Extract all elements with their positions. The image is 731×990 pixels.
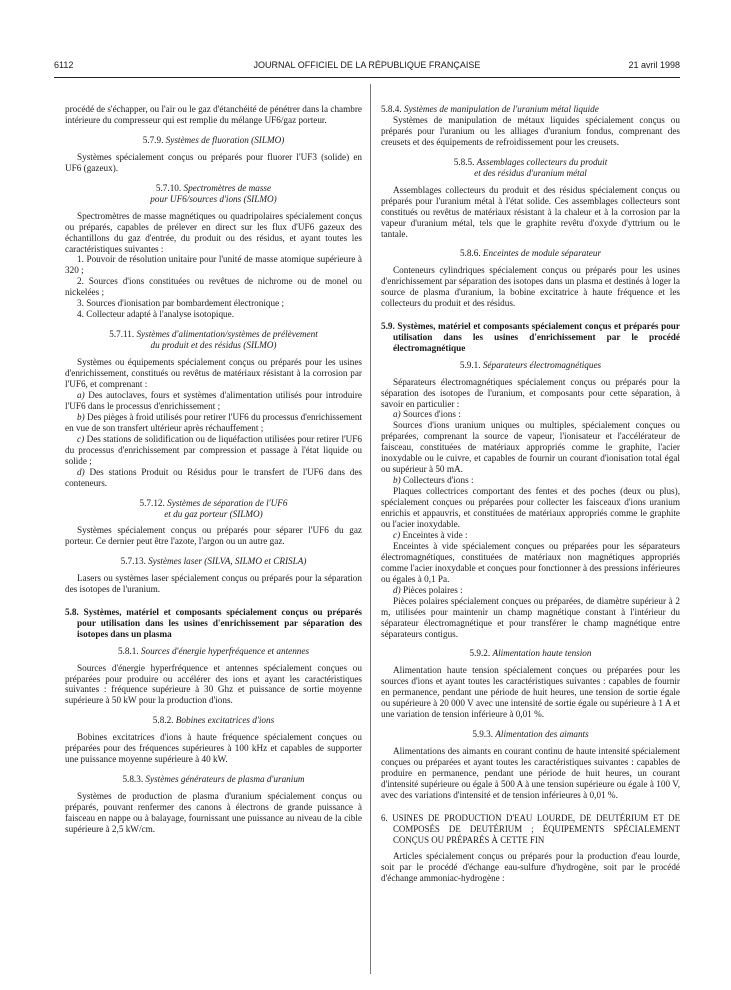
section-number: 5.8.2. [152,715,174,726]
section-paragraph: Spectromètres de masse magnétiques ou quadripolaires spécialement conçus ou préparés, capables de prélever en direct sur les flux d'UF6 gazeux des échantillons du gaz d'entrée, du produit ou des résidus, et ayant toutes les caractéristiques suivantes : [65,210,362,254]
item-letter: c) [77,433,85,444]
section-heading-5-7-12 [65,498,362,520]
section-number: 5.7.13. [120,556,146,567]
section-paragraph: Alimentation haute tension spécialement conçues ou préparées pour les sources d'ions et ayant toutes les caractéristiques suivantes : capables de fournir en permanence, pendant une période de huit heures, une tension de sortie égale ou supérieure à 20 000 V avec une intensité de sortie égale ou supérieure à 1 A et une variation de tension inférieure à 0,01 %. [381,665,680,720]
section-paragraph: Conteneurs cylindriques spécialement conçus ou préparés pour les usines d'enrichissement par séparation des isotopes dans un plasma et destinés à loger la source de plasma d'uranium, la bobine excitatrice à haute fréquence et les collecteurs du produit et des résidus. [381,265,680,309]
section-title-line2: et des résidus d'uranium métal [474,167,587,178]
section-heading-5-8: 5.8. Systèmes, matériel et composants spécialement conçus ou préparés pour utilisation dans les usines d'enrichissement par séparation des isotopes dans un plasma [65,607,362,639]
section-heading-5-8-3 [65,774,362,785]
section-heading-5-9-3 [381,729,680,740]
section-paragraph: Articles spécialement conçus ou préparés pour la production d'eau lourde, soit par le procédé d'échange eau-sulfure d'hydrogène, soit par le procédé d'échange ammoniac-hydrogène : [381,851,680,884]
section-heading-5-8-4 [381,104,680,115]
item-letter: c) [393,529,401,540]
section-heading-5-8-2 [65,715,362,726]
list-item-text: Sources d'ions uranium uniques ou multiples, spécialement conçues ou préparées, comprenant la source de vapeur, l'ionisateur et l'accélérateur de faisceau, constituées de matériaux appropriés comme le graphite, l'acier inoxydable ou le cuivre, et capables de fournir un courant d'ionisation total égal ou supérieur à 50 mA. [381,420,680,475]
section-title: Systèmes de séparation de l'UF6 [167,497,288,508]
item-label: Pièces polaires : [402,584,463,595]
section-paragraph: Alimentations des aimants en courant continu de haute intensité spécialement conçues ou préparées et ayant toutes les caractéristiques suivantes : capables de produire en permanence, pendant une période de huit heures, un courant d'intensité supérieure ou égale à 500 A à une tension supérieure ou égale à 100 V, avec des variations d'intensité et de tension inférieures à 0,01 %. [381,746,680,800]
list-item: 4. Collecteur adapté à l'analyse isotopique. [77,309,235,320]
list-item-label [381,530,680,541]
item-letter: b) [77,411,85,422]
section-paragraph: Bobines excitatrices d'ions à haute fréquence spécialement conçues ou préparées pour des fréquences supérieures à 100 kHz et capables de supporter une puissance moyenne supérieure à 40 kW. [65,732,362,765]
list-item-text: Pièces polaires spécialement conçues ou préparées, de diamètre supérieur à 2 m, utilisées pour maintenir un champ magnétique constant à l'intérieur du séparateur électromagnétique et pour transférer le champ magnétique entre séparateurs contigus. [381,595,680,639]
item-text: Des autoclaves, fours et systèmes d'alimentation utilisés pour introduire l'UF6 dans le processus d'enrichissement ; [65,389,362,411]
list-item [65,467,362,489]
section-title: Enceintes de module séparateur [482,248,602,259]
intro-paragraph: procédé de s'échapper, ou l'air ou le gaz d'étanchéité de pénétrer dans la chambre intérieure du compresseur qui est remplie du mélange UF6/gaz porteur. [65,104,362,125]
section-title: Assemblages collecteurs du produit [476,156,608,167]
journal-title: JOURNAL OFFICIEL DE LA RÉPUBLIQUE FRANÇAISE [253,60,481,70]
section-number: 5.7.9. [142,134,164,145]
section-heading-5-8-6 [381,248,680,259]
section-title-line2: du produit et des résidus (SILMO) [150,340,277,351]
section-title: Bobines excitatrices d'ions [175,715,275,726]
section-heading-5-7-9 [65,135,362,146]
list-item: 1. Pouvoir de résolution unitaire pour l'unité de masse atomique supérieure à 320 ; [65,254,362,276]
page-header [54,60,680,74]
item-label: Enceintes à vide : [402,529,468,540]
list-item-text: Enceintes à vide spécialement conçues ou préparées pour les séparateurs électromagnétiques, constituées de matériaux non magnétiques appropriés comme l'acier inoxydable et conçues pour fonctionner à des pressions inférieures ou égales à 0,1 Pa. [381,540,680,584]
section-paragraph: Séparateurs électromagnétiques spécialement conçus ou préparés pour la séparation des isotopes de l'uranium, et composants pour cette séparation, à savoir en particulier : [381,376,680,409]
list-item-label [381,475,680,486]
header-rule [54,77,680,78]
section-title-line2: pour UF6/sources d'ions (SILMO) [150,193,277,204]
item-letter: a) [77,389,85,400]
section-number: 5.7.10. [155,182,182,193]
section-number: 5.8.3. [122,774,144,785]
column-divider [370,84,371,974]
item-text: Des stations Produit ou Résidus pour le transfert de l'UF6 dans des conteneurs. [65,466,363,488]
list-item [65,434,362,467]
section-title: Systèmes de fluoration (SILMO) [165,134,285,145]
section-number: 5.7.11. [109,329,135,340]
section-number: 5.9.2. [469,648,491,659]
list-item-label [381,585,680,596]
section-paragraph: Systèmes spécialement conçus ou préparés pour séparer l'UF6 du gaz porteur. Ce dernier peut être l'azote, l'argon ou un autre gaz. [65,525,362,547]
item-text: Des stations de solidification ou de liquéfaction utilisées pour retirer l'UF6 du processus d'enrichissement par compression et passage à l'état liquide ou solide ; [65,433,363,466]
list-item-text: Plaques collectrices comportant des fentes et des poches (deux ou plus), spécialement conçues ou préparées pour collecter les faisceaux d'ions uranium enrichis et appauvris, et constituées de matériaux appropriés comme le graphite ou l'acier inoxydable. [381,486,680,529]
section-title: Alimentation haute tension [492,648,592,659]
section-number: 5.7.12. [139,497,165,508]
section-paragraph: Assemblages collecteurs du produit et des résidus spécialement conçus ou préparés pour l'uranium métal à l'état solide. Ces assemblages collecteurs sont constitués ou revêtus de matériaux résistant à la chaleur et à la corrosion par la vapeur d'uranium métal, tels que le graphite revêtu d'oxyde d'yttrium ou le tantale. [381,184,680,239]
item-letter: a) [393,409,401,420]
section-title: Systèmes de manipulation de l'uranium métal liquide [403,104,599,114]
section-title: Alimentation des aimants [495,729,589,740]
section-paragraph: Sources d'énergie hyperfréquence et antennes spécialement conçues ou préparées pour produire ou accélérer des ions et ayant les caractéristiques suivantes : fréquence supérieure à 30 Ghz et puissance de sortie moyenne supérieure à 50 kW pour la production d'ions. [65,662,362,706]
page-number: 6112 [54,60,74,70]
section-number: 5.8.5. [453,156,475,167]
item-letter: d) [77,466,85,477]
list-item [65,390,362,412]
section-number: 5.9.1. [459,359,481,370]
left-column [65,104,362,835]
section-heading-5-7-13 [65,556,362,567]
section-title: Systèmes d'alimentation/systèmes de prélèvement [136,329,318,340]
section-number: 5.8.4. [381,104,402,114]
section-heading-5-9: 5.9. Systèmes, matériel et composants spécialement conçus et préparés pour utilisation dans les usines d'enrichissement par le procédé électromagnétique [381,321,680,353]
item-letter: b) [393,475,401,486]
list-item: 2. Sources d'ions constituées ou revêtues de nichrome ou de monel ou nickelées ; [65,276,362,298]
section-title: Sources d'énergie hyperfréquence et antennes [140,645,310,656]
section-paragraph: Systèmes ou équipements spécialement conçus ou préparés pour les usines d'enrichissement, constitués ou revêtus de matériaux résistant à la corrosion par l'UF6, et comprenant : [65,357,362,390]
item-label: Sources d'ions : [402,409,461,420]
section-paragraph: Lasers ou systèmes laser spécialement conçus ou préparés pour la séparation des isotopes de l'uranium. [65,573,362,595]
section-number: 5.8.1. [117,645,139,656]
section-title: Séparateurs électromagnétiques [482,359,602,370]
item-text: Des pièges à froid utilisés pour retirer l'UF6 du processus d'enrichissement en vue de son transfert ultérieur après réchauffement ; [65,411,363,433]
section-heading-5-7-10 [65,183,362,205]
section-number: 5.9.3. [472,729,493,740]
section-title-line2: et du gaz porteur (SILMO) [164,508,263,519]
section-title: Spectromètres de masse [183,182,272,193]
section-heading-6: 6. USINES DE PRODUCTION D'EAU LOURDE, DE DEUTÉRIUM ET DE COMPOSÉS DE DEUTÉRIUM ; ÉQUIPEMENTS SPÉCIALEMENT CONÇUS OU PRÉPARÉS À CETTE FIN [381,812,680,845]
section-heading-5-8-1 [65,646,362,657]
item-label: Collecteurs d'ions : [402,475,474,486]
section-paragraph: Systèmes de production de plasma d'uranium spécialement conçus ou préparés, pouvant renfermer des canons à électrons de grande puissance à faisceau en nappe ou à balayage, fournissant une puissance au niveau de la cible supérieure à 2,5 kW/cm. [65,791,362,834]
section-title: Systèmes laser (SILVA, SILMO et CRISLA) [148,556,307,567]
section-title: Systèmes générateurs de plasma d'uranium [145,774,305,785]
section-number: 5.8.6. [459,248,481,259]
list-item: 3. Sources d'ionisation par bombardement électronique ; [77,298,285,309]
section-heading-5-9-2 [381,648,680,659]
section-paragraph: Systèmes de manipulation de métaux liquides spécialement conçus ou préparés pour l'uranium ou les alliages d'uranium fondus, comprenant des creusets et des équipements de refroidissement pour les creusets. [381,114,680,147]
list-item-label [381,409,680,420]
section-heading-5-7-11 [65,329,362,351]
publication-date: 21 avril 1998 [628,60,680,70]
section-heading-5-8-5 [381,157,680,179]
item-letter: d) [393,584,401,595]
section-heading-5-9-1 [381,360,680,371]
list-item [65,412,362,434]
section-paragraph: Systèmes spécialement conçus ou préparés pour fluorer l'UF3 (solide) en UF6 (gazeux). [65,151,362,173]
right-column [381,104,680,884]
